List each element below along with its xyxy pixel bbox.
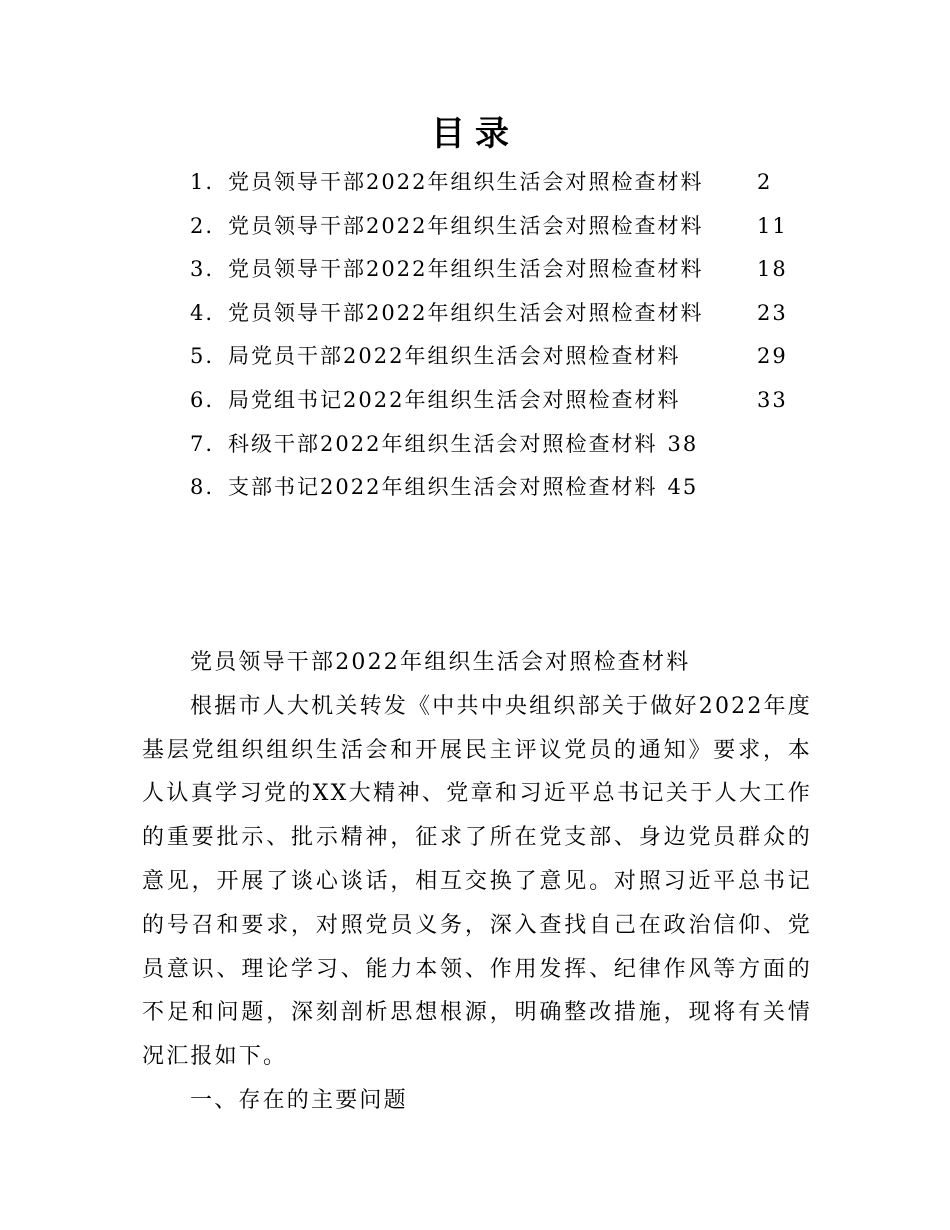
document-body <box>142 641 812 1123</box>
toc-item-number: 3. <box>190 257 215 282</box>
toc-item-title: 局党员干部2022年组织生活会对照检查材料 <box>228 344 681 369</box>
toc-item-title: 支部书记2022年组织生活会对照检查材料 <box>228 475 658 500</box>
toc-item[interactable] <box>190 163 773 207</box>
toc-item-page: 18 <box>757 257 788 282</box>
document-paragraph: 根据市人大机关转发《中共中央组织部关于做好2022年度基层党组织组织生活会和开展民主评议党员的通知》要求，本人认真学习党的XX大精神、党章和习近平总书记关于人大工作的重要批示、批示精神，征求了所在党支部、身边党员群众的意见，开展了谈心谈话，相互交换了意见。对照习近平总书记的号召和要求，对照党员义务，深入查找自己在政治信仰、党员意识、理论学习、能力本领、作用发挥、纪律作风等方面的不足和问题，深刻剖析思想根源，明确整改措施，现将有关情况汇报如下。 <box>142 693 812 1070</box>
toc-item-page: 29 <box>757 344 788 369</box>
toc-item-title: 党员领导干部2022年组织生活会对照检查材料 <box>228 257 704 282</box>
toc-item-number: 2. <box>190 213 215 238</box>
toc-item[interactable] <box>190 468 703 512</box>
toc-item[interactable] <box>190 294 788 338</box>
toc-item-title: 党员领导干部2022年组织生活会对照检查材料 <box>228 300 704 325</box>
toc-item-title: 局党组书记2022年组织生活会对照检查材料 <box>228 387 681 412</box>
toc-item-page: 33 <box>757 387 788 412</box>
toc-title: 目录 <box>431 114 519 154</box>
toc-item-number: 4. <box>190 300 215 325</box>
toc-item-page: 38 <box>667 431 699 456</box>
toc-item-number: 7. <box>190 431 215 456</box>
toc-item-number: 6. <box>190 387 215 412</box>
toc-item[interactable] <box>190 250 788 294</box>
toc-item-page: 23 <box>757 300 788 325</box>
toc-item-number: 5. <box>190 344 215 369</box>
toc-item[interactable] <box>190 337 788 381</box>
toc-item-title: 党员领导干部2022年组织生活会对照检查材料 <box>228 213 704 238</box>
toc-item[interactable] <box>190 381 788 425</box>
toc-item-title: 党员领导干部2022年组织生活会对照检查材料 <box>228 170 704 194</box>
section-heading: 一、存在的主要问题 <box>190 1087 408 1113</box>
toc-item-page: 11 <box>757 213 788 238</box>
toc-item-page: 45 <box>667 475 699 500</box>
toc-item-page: 2 <box>757 170 773 194</box>
toc-item-number: 1. <box>190 170 215 194</box>
toc-item[interactable] <box>190 425 703 469</box>
toc-item-title: 科级干部2022年组织生活会对照检查材料 <box>228 431 658 456</box>
table-of-contents <box>190 163 788 512</box>
toc-item[interactable] <box>190 207 788 251</box>
toc-item-number: 8. <box>190 475 215 500</box>
document-heading: 党员领导干部2022年组织生活会对照检查材料 <box>190 650 691 675</box>
